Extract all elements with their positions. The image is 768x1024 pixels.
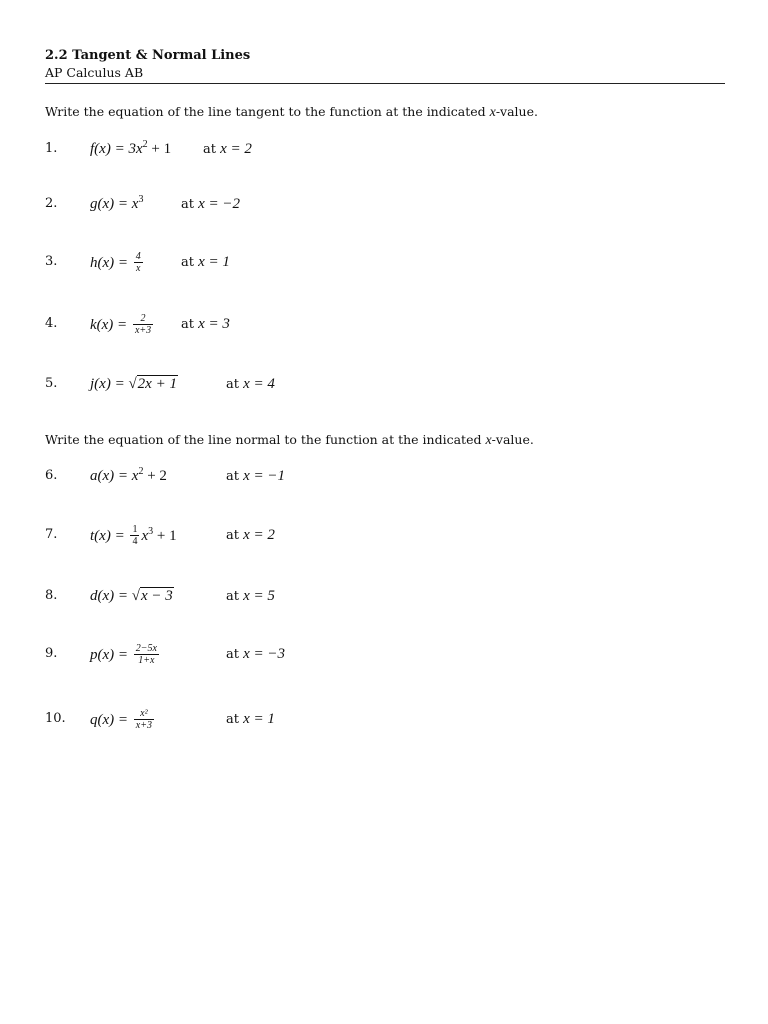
normal-instruction bbox=[45, 432, 534, 449]
problem-number: 2. bbox=[45, 196, 58, 211]
problem-x-value: at x = −3 bbox=[226, 646, 286, 662]
problem-function: t(x) = $\frac{1}{4}$ $x^3 + 1$ bbox=[90, 524, 177, 547]
fraction: $\frac{2-5x}{1+x}$ bbox=[135, 643, 157, 666]
problem-number: 3. bbox=[45, 254, 58, 269]
problem-x-value: at x = 5 bbox=[226, 588, 275, 604]
tangent-instruction bbox=[45, 104, 538, 121]
problem-number: 6. bbox=[45, 468, 58, 483]
problem-function: $f(x) = 3x^2 + 1$ bbox=[90, 139, 172, 157]
problem-number: 1. bbox=[45, 141, 58, 156]
problem-number: 5. bbox=[45, 376, 58, 391]
problem-x-value: at x = 2 bbox=[203, 141, 252, 157]
problem-function: d(x) = √x − 3 bbox=[90, 588, 173, 604]
problem-function: q(x) = $\frac{\text{x²}}{x+3}$ bbox=[90, 708, 152, 731]
problem-number: 7. bbox=[45, 527, 58, 542]
fraction: $\frac{4}{x}$ bbox=[135, 251, 141, 274]
problem-function: j(x) = √2x + 1 bbox=[90, 376, 177, 392]
instruction-variable: x bbox=[485, 433, 492, 448]
worksheet-header bbox=[45, 47, 725, 84]
fraction: $\frac{2}{x+3}$ bbox=[134, 313, 152, 336]
problem-function: k(x) = $\frac{2}{x+3}$ bbox=[90, 313, 152, 336]
problem-function: p(x) = $\frac{2-5x}{1+x}$ bbox=[90, 643, 157, 666]
instruction-text: Write the equation of the line normal to the function at the indicated bbox=[45, 432, 486, 447]
problem-number: 4. bbox=[45, 316, 58, 331]
problem-x-value: at x = 1 bbox=[226, 711, 275, 727]
instruction-text: Write the equation of the line tangent to the function at the indicated bbox=[45, 104, 490, 119]
worksheet-title: 2.2 Tangent & Normal Lines bbox=[45, 48, 251, 63]
problem-x-value: at x = 2 bbox=[226, 527, 275, 543]
problem-x-value: at x = 4 bbox=[226, 376, 275, 392]
problem-x-value: at x = −2 bbox=[181, 196, 241, 212]
problem-function: $a(x) = x^2 + 2$ bbox=[90, 466, 167, 484]
instruction-text-end: -value. bbox=[495, 104, 538, 119]
course-name: AP Calculus AB bbox=[45, 65, 144, 80]
problem-x-value: at x = −1 bbox=[226, 468, 286, 484]
problem-number: 10. bbox=[45, 711, 66, 726]
fraction: $\frac{\text{x²}}{x+3}$ bbox=[135, 708, 152, 731]
square-root: √x − 3 bbox=[131, 588, 173, 604]
problem-function: h(x) = $\frac{4}{x}$ bbox=[90, 251, 141, 274]
problem-number: 8. bbox=[45, 588, 58, 603]
fraction: $\frac{1}{4}$ bbox=[132, 524, 138, 547]
problem-x-value: at x = 1 bbox=[181, 254, 230, 270]
problem-x-value: at x = 3 bbox=[181, 316, 230, 332]
instruction-variable: x bbox=[489, 105, 496, 120]
square-root: √2x + 1 bbox=[128, 376, 177, 392]
problem-number: 9. bbox=[45, 646, 58, 661]
instruction-text-end: -value. bbox=[491, 432, 534, 447]
problem-function: $g(x) = x^3$ bbox=[90, 194, 144, 212]
